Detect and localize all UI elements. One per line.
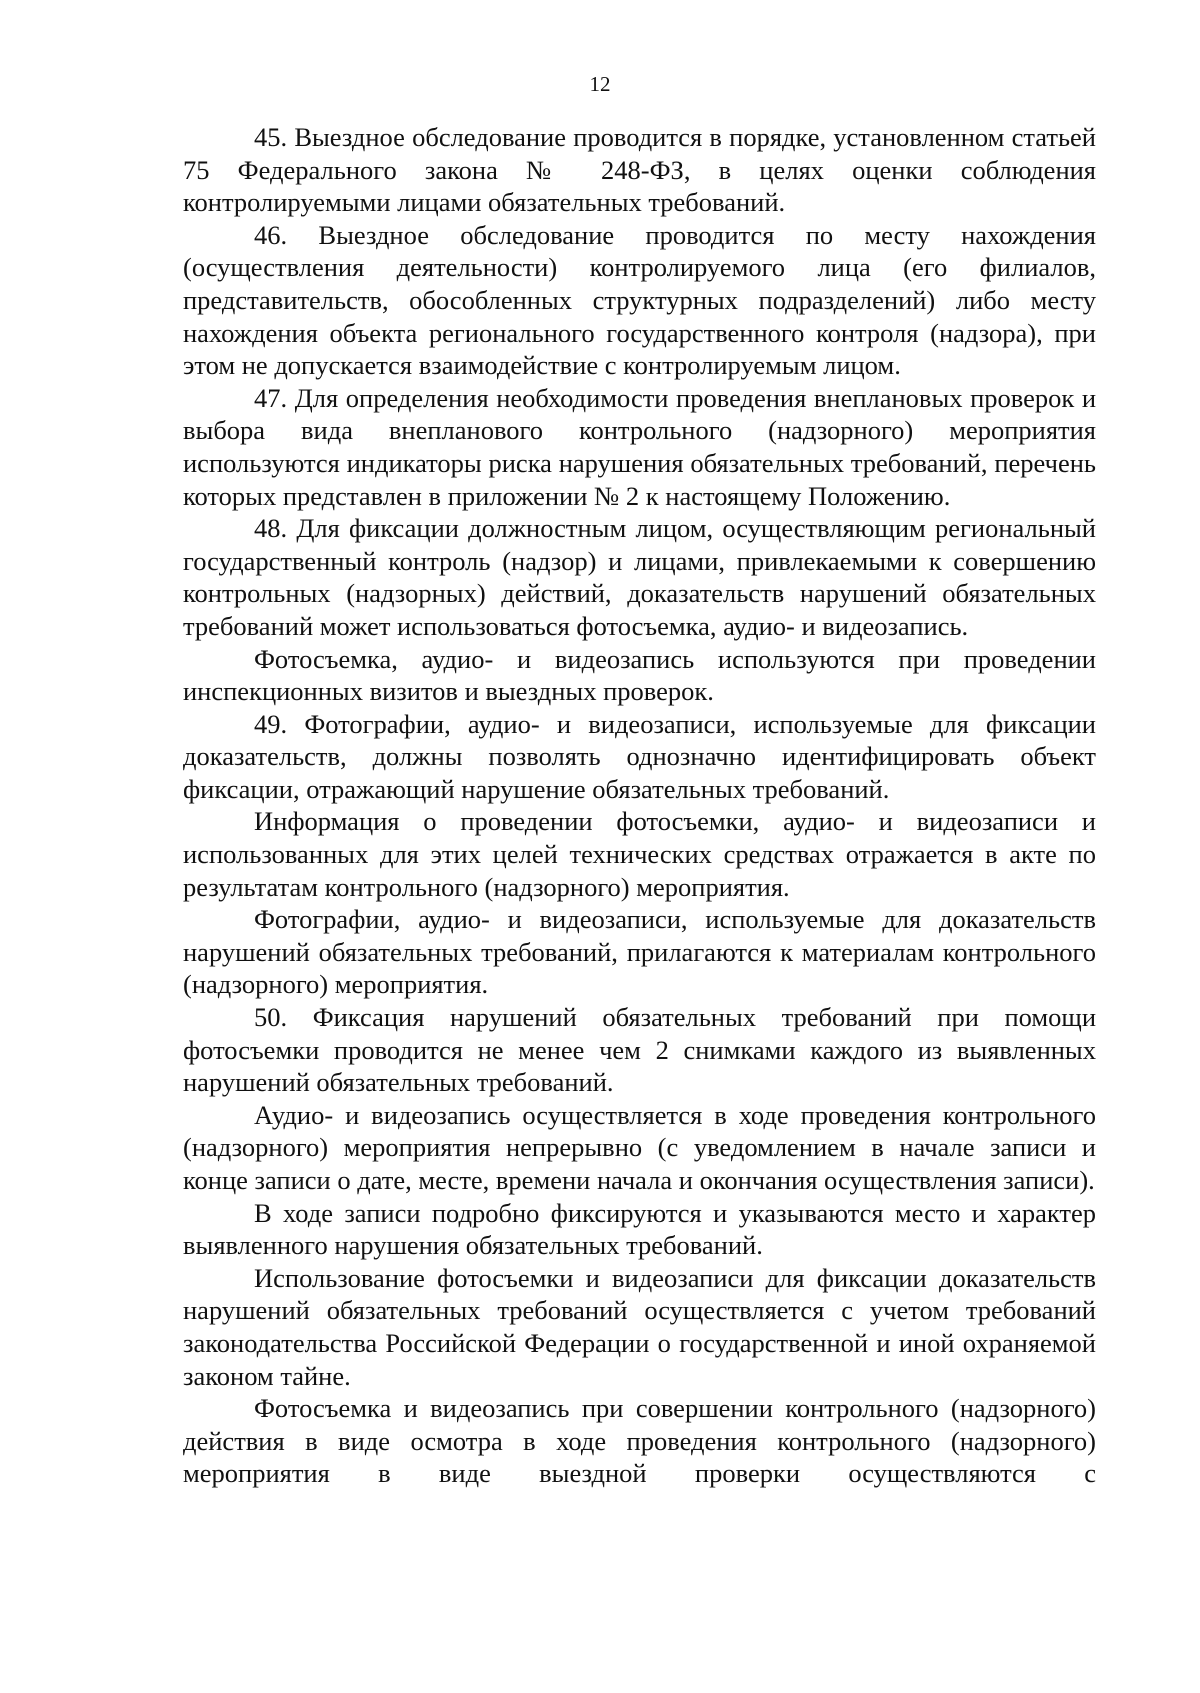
document-body xyxy=(183,121,1096,1490)
paragraph-47: 47. Для определения необходимости проведения внеплановых проверок и выбора вида внепланового контрольного (надзорного) мероприятия используются индикаторы риска нарушения обязательных требований, перечень которых представлен в приложении № 2 к настоящему Положению. xyxy=(183,382,1096,511)
paragraph-48-continued: Фотосъемка, аудио- и видеозапись используются при проведении инспекционных визитов и выездных проверок. xyxy=(183,643,1096,707)
paragraph-48: 48. Для фиксации должностным лицом, осуществляющим региональный государственный контроль (надзор) и лицами, привлекаемыми к совершению контрольных (надзорных) действий, доказательств нарушений обязательных требований может использоваться фотосъемка, аудио- и видеозапись. xyxy=(183,513,1096,641)
paragraph-50-usage: Использование фотосъемки и видеозаписи для фиксации доказательств нарушений обязательных требований осуществляется с учетом требований законодательства Российской Федерации о государственной и иной охраняемой законом тайне. xyxy=(183,1262,1096,1391)
paragraph-46: 46. Выездное обследование проводится по месту нахождения (осуществления деятельности) контролируемого лица (его филиалов, представительств, обособленных структурных подразделений) либо месту нахождения объекта регионального государственного контроля (надзора), при этом не допускается взаимодействие с контролируемым лицом. xyxy=(183,219,1096,381)
paragraph-45: 45. Выездное обследование проводится в порядке, установленном статьей 75 Федерального закона № 248-ФЗ, в целях оценки соблюдения контролируемыми лицами обязательных требований. xyxy=(183,122,1096,218)
paragraph-50-inspection: Фотосъемка и видеозапись при совершении контрольного (надзорного) действия в виде осмотра в ходе проведения контрольного (надзорного) мероприятия в виде выездной проверки осуществляются с xyxy=(183,1393,1096,1489)
paragraph-49-info: Информация о проведении фотосъемки, аудио- и видеозаписи и использованных для этих целей технических средствах отражается в акте по результатам контрольного (надзорного) мероприятия. xyxy=(183,806,1096,902)
page-number: 12 xyxy=(589,72,611,96)
paragraph-50: 50. Фиксация нарушений обязательных требований при помощи фотосъемки проводится не менее чем 2 снимками каждого из выявленных нарушений обязательных требований. xyxy=(183,1002,1096,1098)
paragraph-49-photos: Фотографии, аудио- и видеозаписи, используемые для доказательств нарушений обязательных требований, прилагаются к материалам контрольного (надзорного) мероприятия. xyxy=(183,904,1096,1000)
paragraph-50-audio: Аудио- и видеозапись осуществляется в ходе проведения контрольного (надзорного) мероприятия непрерывно (с уведомлением в начале записи и конце записи о дате, месте, времени начала и окончания осуществления записи). xyxy=(183,1099,1096,1195)
paragraph-50-recording: В ходе записи подробно фиксируются и указываются место и характер выявленного нарушения обязательных требований. xyxy=(183,1197,1096,1261)
paragraph-49: 49. Фотографии, аудио- и видеозаписи, используемые для фиксации доказательств, должны позволять однозначно идентифицировать объект фиксации, отражающий нарушение обязательных требований. xyxy=(183,708,1096,804)
